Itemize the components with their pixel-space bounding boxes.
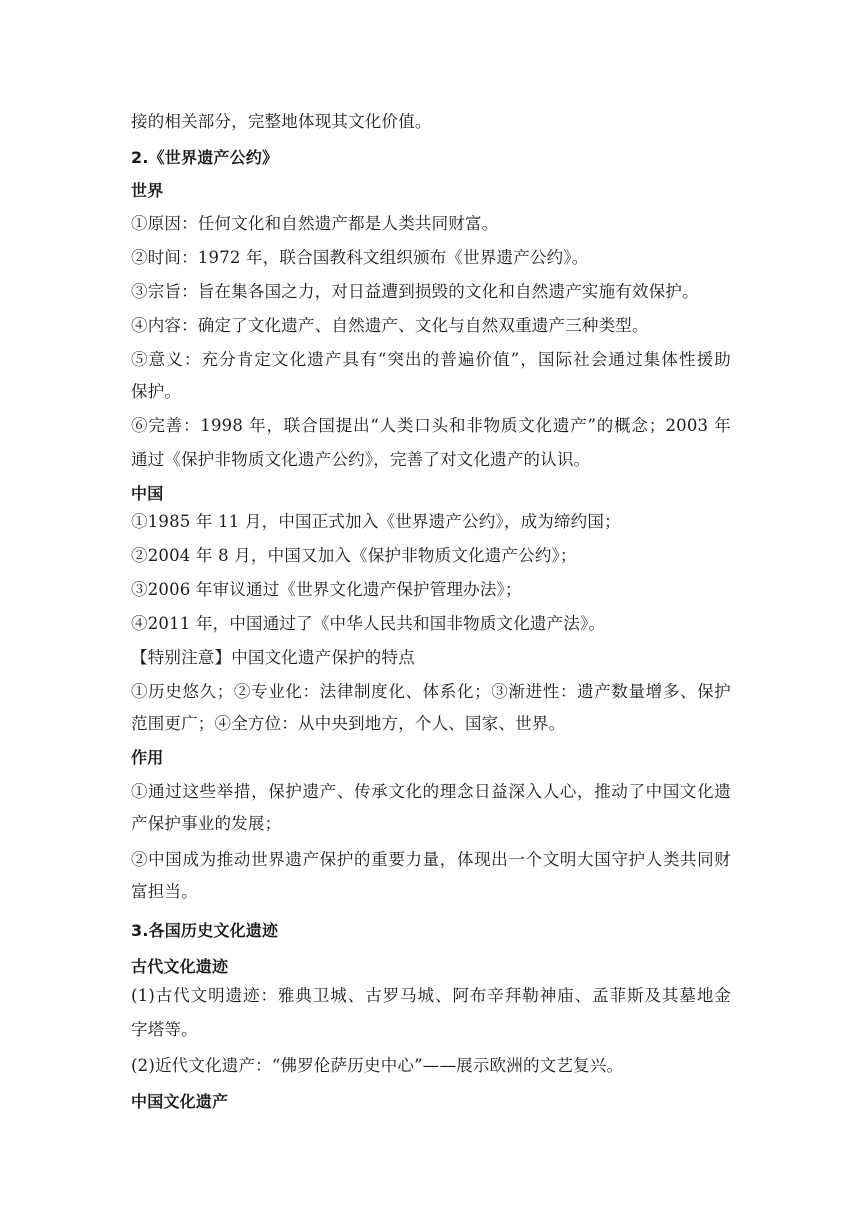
text-line: ⑥完善：1998 年，联合国提出“人类口头和非物质文化遗产”的概念；2003 年 (131, 416, 731, 435)
subheading: 作用 (131, 748, 164, 767)
text-line: (1)古代文明遗迹：雅典卫城、古罗马城、阿布辛拜勒神庙、孟菲斯及其墓地金 (131, 986, 731, 1005)
text-line: 通过《保护非物质文化遗产公约》，完善了对文化遗产的认识。 (131, 450, 591, 469)
text-line: ④内容：确定了文化遗产、自然遗产、文化与自然双重遗产三种类型。 (131, 316, 649, 335)
subheading: 古代文化遗迹 (131, 957, 229, 976)
subheading: 中国文化遗产 (131, 1092, 229, 1111)
text-line: ③宗旨：旨在集各国之力，对日益遭到损毁的文化和自然遗产实施有效保护。 (131, 282, 699, 301)
text-line: ④2011 年，中国通过了《中华人民共和国非物质文化遗产法》。 (131, 614, 606, 633)
text-line: 保护。 (131, 382, 182, 401)
text-line: 【特别注意】中国文化遗产保护的特点 (131, 648, 415, 667)
subheading: 世界 (131, 181, 164, 200)
text-line: 字塔等。 (131, 1020, 198, 1039)
text-line: 范围更广；④全方位：从中央到地方，个人、国家、世界。 (131, 714, 566, 733)
text-line: ①1985 年 11 月，中国正式加入《世界遗产公约》，成为缔约国； (131, 512, 621, 531)
text-line: ②时间：1972 年，联合国教科文组织颁布《世界遗产公约》。 (131, 248, 589, 267)
text-line: ⑤意义：充分肯定文化遗产具有“突出的普遍价值”，国际社会通过集体性援助 (131, 350, 731, 369)
text-line: ②中国成为推动世界遗产保护的重要力量，体现出一个文明大国守护人类共同财 (131, 850, 731, 869)
section-heading: 2.《世界遗产公约》 (131, 148, 279, 167)
text-line: ③2006 年审议通过《世界文化遗产保护管理办法》； (131, 580, 522, 599)
text-line: ①历史悠久；②专业化：法律制度化、体系化；③渐进性：遗产数量增多、保护 (131, 682, 731, 701)
text-line: ②2004 年 8 月，中国又加入《保护非物质文化遗产公约》； (131, 546, 577, 565)
subheading: 中国 (131, 484, 164, 503)
section-heading: 3.各国历史文化遗迹 (131, 921, 279, 940)
text-line: 产保护事业的发展； (131, 814, 282, 833)
text-line: (2)近代文化遗产：“佛罗伦萨历史中心”——展示欧洲的文艺复兴。 (131, 1056, 624, 1075)
text-line: ①原因：任何文化和自然遗产都是人类共同财富。 (131, 214, 499, 233)
text-line: ①通过这些举措，保护遗产、传承文化的理念日益深入人心，推动了中国文化遗 (131, 782, 731, 801)
text-line: 接的相关部分，完整地体现其文化价值。 (131, 112, 432, 131)
text-line: 富担当。 (131, 882, 198, 901)
